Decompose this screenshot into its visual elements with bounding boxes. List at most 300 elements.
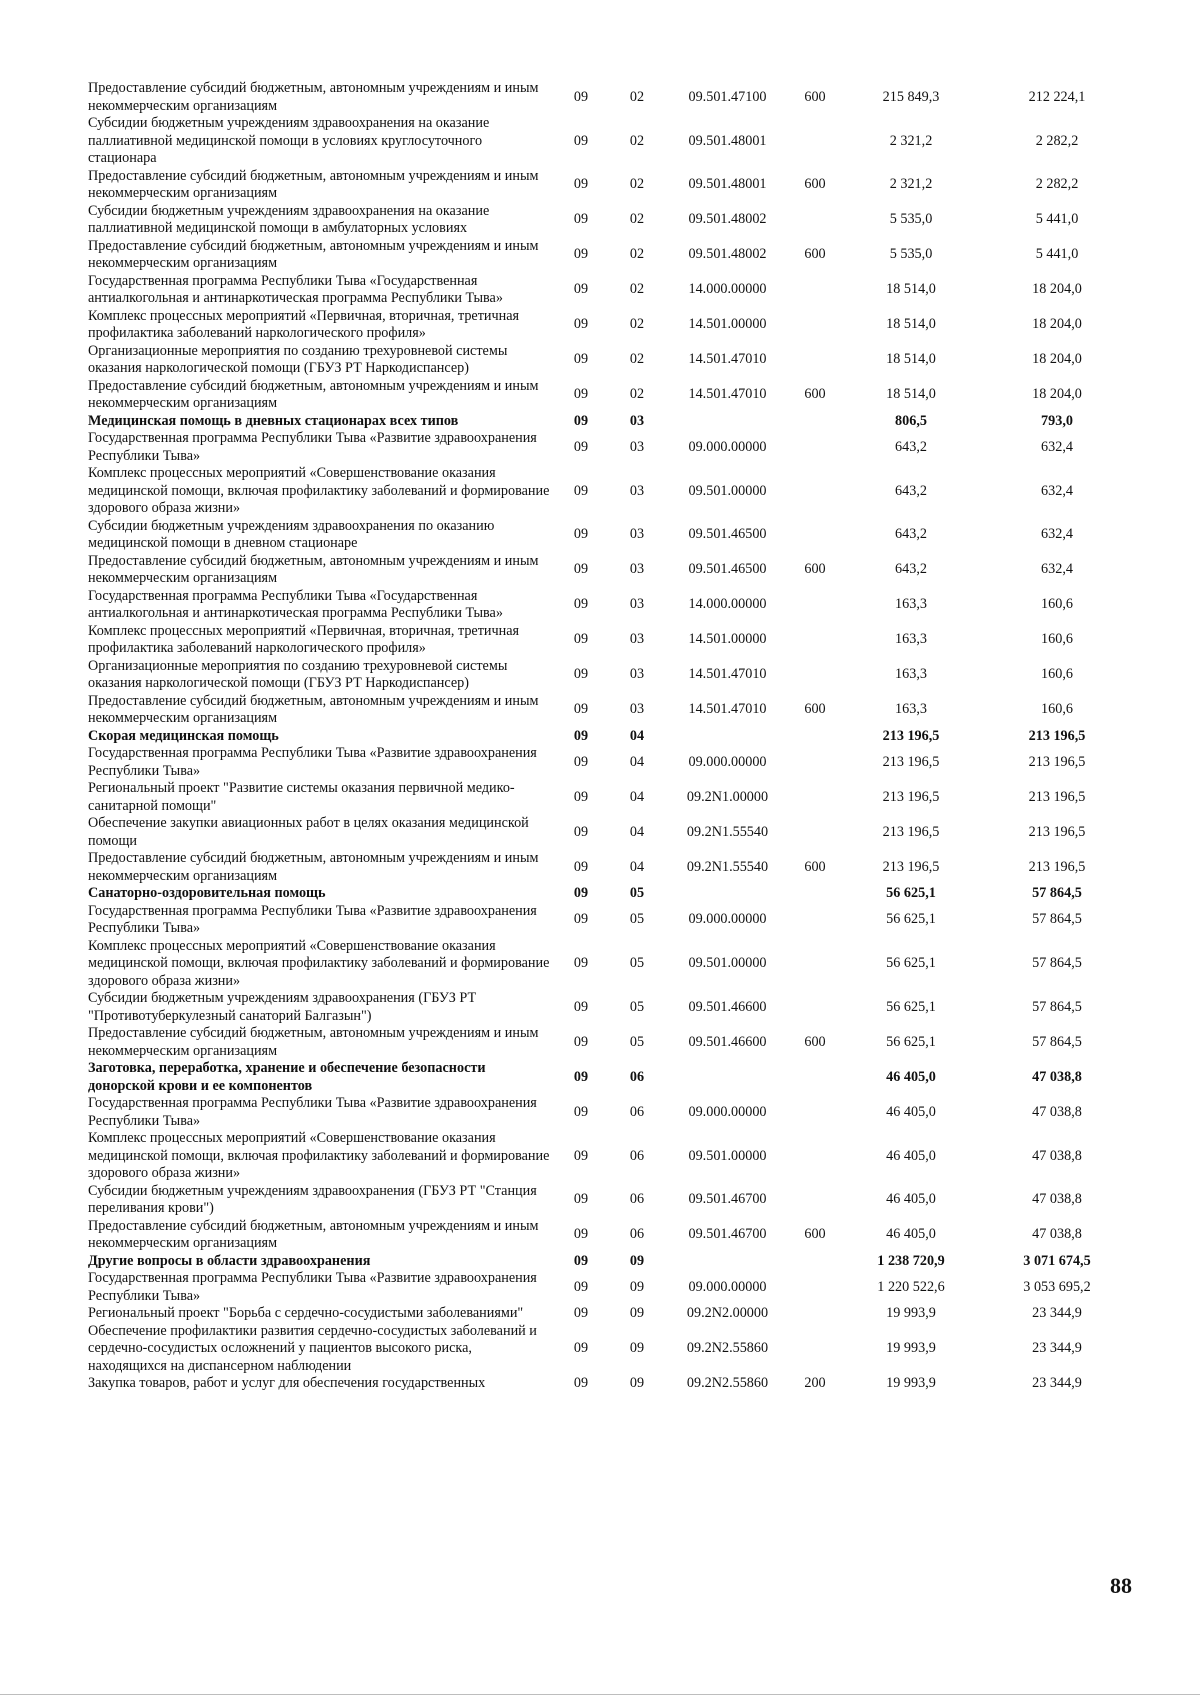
row-section-code: 09	[573, 858, 589, 875]
row-amount-year-2: 213 196,5	[1028, 823, 1086, 840]
row-amount-year-1: 19 993,9	[886, 1305, 936, 1321]
row-expense-type-code	[790, 990, 840, 1025]
row-name: Заготовка, переработка, хранение и обеспечение безопасности донорской крови и ее компонентов	[88, 1060, 486, 1094]
row-subsection-code: 06	[629, 1147, 645, 1164]
row-amount-year-1: 56 625,1	[886, 1033, 936, 1050]
row-name: Предоставление субсидий бюджетным, автономным учреждениям и иным некоммерческим организациям	[88, 1025, 539, 1059]
table-row	[88, 1270, 1132, 1305]
table-row	[88, 168, 1132, 203]
budget-table-body	[88, 80, 1132, 1393]
row-target-article-code: 09.501.46700	[688, 1191, 767, 1208]
row-section-code: 09	[573, 1068, 589, 1085]
row-target-article-code: 09.501.00000	[688, 955, 767, 971]
row-name: Государственная программа Республики Тыва «Развитие здравоохранения Республики Тыва»	[88, 430, 537, 464]
row-subsection-code: 02	[629, 88, 645, 105]
row-name: Региональный проект "Борьба с сердечно-сосудистыми заболеваниями"	[88, 1305, 524, 1321]
row-amount-year-2: 2 282,2	[1035, 176, 1079, 193]
row-amount-year-1: 163,3	[895, 666, 927, 683]
row-section-code: 09	[573, 1278, 589, 1295]
table-row	[88, 745, 1132, 780]
row-amount-year-1: 46 405,0	[886, 1147, 936, 1164]
row-section-code: 09	[573, 1033, 589, 1050]
table-row	[88, 273, 1132, 308]
row-section-code: 09	[573, 823, 589, 840]
row-section-code: 09	[573, 1103, 589, 1120]
row-amount-year-1: 163,3	[895, 596, 927, 613]
budget-table	[88, 80, 1132, 1393]
row-expense-type-code	[790, 780, 840, 815]
row-section-code: 09	[573, 176, 589, 193]
row-expense-type-code	[790, 413, 840, 431]
row-expense-type-code	[790, 1323, 840, 1376]
row-section-code: 09	[573, 1305, 589, 1321]
row-amount-year-2: 57 864,5	[1032, 885, 1082, 901]
table-row	[88, 430, 1132, 465]
row-name: Региональный проект "Развитие системы оказания первичной медико-санитарной помощи"	[88, 780, 515, 814]
row-amount-year-2: 160,6	[1041, 596, 1073, 613]
row-amount-year-2: 47 038,8	[1032, 1226, 1082, 1243]
row-name: Предоставление субсидий бюджетным, автономным учреждениям и иным некоммерческим организациям	[88, 692, 539, 726]
row-amount-year-1: 5 535,0	[889, 246, 933, 263]
table-row	[88, 238, 1132, 273]
row-subsection-code: 05	[629, 885, 645, 901]
row-expense-type-code: 600	[804, 561, 826, 578]
row-expense-type-code: 200	[804, 1375, 826, 1391]
row-section-code: 09	[573, 386, 589, 403]
row-amount-year-2: 632,4	[1041, 482, 1073, 499]
row-target-article-code: 14.501.47010	[688, 351, 767, 368]
page-bottom-edge	[0, 1694, 1200, 1695]
row-target-article-code: 14.501.47010	[688, 701, 767, 718]
table-row	[88, 1375, 1132, 1393]
row-expense-type-code	[790, 1060, 840, 1095]
row-target-article-code: 09.2N1.55540	[686, 858, 769, 875]
row-expense-type-code	[790, 623, 840, 658]
table-row	[88, 903, 1132, 938]
row-amount-year-1: 213 196,5	[882, 753, 940, 770]
row-section-code: 09	[573, 211, 589, 228]
row-amount-year-1: 5 535,0	[889, 211, 933, 228]
row-section-code: 09	[573, 998, 589, 1015]
row-expense-type-code	[790, 203, 840, 238]
row-expense-type-code: 600	[804, 88, 826, 105]
table-row	[88, 1130, 1132, 1183]
row-amount-year-2: 23 344,9	[1032, 1305, 1082, 1321]
row-subsection-code: 03	[629, 666, 645, 683]
row-section-code: 09	[573, 1226, 589, 1243]
row-amount-year-1: 643,2	[895, 526, 927, 543]
row-expense-type-code: 600	[804, 701, 826, 718]
row-amount-year-1: 56 625,1	[886, 911, 936, 928]
row-expense-type-code	[790, 1095, 840, 1130]
row-subsection-code: 06	[629, 1103, 645, 1120]
row-name: Санаторно-оздоровительная помощь	[88, 885, 326, 901]
row-target-article-code: 09.501.48002	[688, 246, 767, 263]
row-subsection-code: 06	[629, 1226, 645, 1243]
row-name: Закупка товаров, работ и услуг для обеспечения государственных	[88, 1375, 486, 1391]
table-row	[88, 588, 1132, 623]
row-subsection-code: 02	[629, 351, 645, 368]
row-target-article-code	[665, 1253, 790, 1271]
table-row	[88, 553, 1132, 588]
row-target-article-code: 14.000.00000	[688, 596, 767, 613]
row-subsection-code: 03	[629, 596, 645, 613]
row-name: Организационные мероприятия по созданию трехуровневой системы оказания наркологической помощи (ГБУЗ РТ Наркодиспансер)	[88, 657, 508, 691]
row-name: Предоставление субсидий бюджетным, автономным учреждениям и иным некоммерческим организациям	[88, 80, 539, 114]
table-row	[88, 1253, 1132, 1271]
row-target-article-code: 09.501.48002	[688, 211, 767, 228]
row-target-article-code: 09.501.46700	[688, 1226, 767, 1243]
row-amount-year-1: 163,3	[895, 631, 927, 648]
row-section-code: 09	[573, 351, 589, 368]
row-target-article-code: 14.501.47010	[688, 386, 767, 403]
row-name: Государственная программа Республики Тыва «Развитие здравоохранения Республики Тыва»	[88, 745, 537, 779]
row-expense-type-code	[790, 1130, 840, 1183]
row-target-article-code: 09.501.46500	[688, 526, 767, 543]
row-amount-year-1: 643,2	[895, 561, 927, 578]
row-expense-type-code: 600	[804, 858, 826, 875]
row-target-article-code: 09.501.46600	[688, 1033, 767, 1050]
row-name: Скорая медицинская помощь	[88, 727, 279, 744]
row-amount-year-2: 793,0	[1041, 412, 1073, 429]
row-name: Комплекс процессных мероприятий «Совершенствование оказания медицинской помощи, включая профилактику заболеваний и формирование здорового образа жизни»	[88, 937, 550, 989]
row-amount-year-2: 57 864,5	[1032, 955, 1082, 971]
row-subsection-code: 02	[629, 386, 645, 403]
row-expense-type-code: 600	[804, 1033, 826, 1050]
row-name: Государственная программа Республики Тыва «Развитие здравоохранения Республики Тыва»	[88, 1270, 537, 1304]
row-name: Предоставление субсидий бюджетным, автономным учреждениям и иным некоммерческим организациям	[88, 237, 539, 271]
row-target-article-code	[665, 413, 790, 431]
row-amount-year-1: 213 196,5	[882, 858, 940, 875]
row-amount-year-2: 5 441,0	[1035, 211, 1079, 228]
row-target-article-code: 09.2N2.55860	[686, 1340, 769, 1356]
table-row	[88, 343, 1132, 378]
row-amount-year-2: 160,6	[1041, 666, 1073, 683]
row-amount-year-2: 632,4	[1041, 561, 1073, 578]
row-amount-year-2: 57 864,5	[1032, 1033, 1082, 1050]
row-target-article-code: 09.501.48001	[688, 132, 767, 149]
row-name: Комплекс процессных мероприятий «Первичная, вторичная, третичная профилактика заболеваний наркологического профиля»	[88, 622, 520, 656]
row-section-code: 09	[573, 701, 589, 718]
row-amount-year-2: 18 204,0	[1032, 281, 1082, 298]
row-amount-year-2: 160,6	[1041, 701, 1073, 718]
row-section-code: 09	[573, 955, 589, 971]
row-subsection-code: 02	[629, 211, 645, 228]
row-subsection-code: 05	[629, 911, 645, 928]
row-amount-year-1: 18 514,0	[886, 281, 936, 298]
row-target-article-code: 09.000.00000	[688, 911, 767, 928]
row-amount-year-2: 47 038,8	[1032, 1103, 1082, 1120]
row-subsection-code: 02	[629, 132, 645, 149]
row-subsection-code: 02	[629, 176, 645, 193]
row-section-code: 09	[573, 1252, 589, 1269]
table-row	[88, 115, 1132, 168]
row-amount-year-2: 57 864,5	[1032, 998, 1082, 1015]
table-row	[88, 990, 1132, 1025]
row-subsection-code: 06	[629, 1191, 645, 1208]
row-amount-year-2: 160,6	[1041, 631, 1073, 648]
row-subsection-code: 04	[629, 788, 645, 805]
row-expense-type-code	[790, 745, 840, 780]
row-target-article-code: 09.000.00000	[688, 753, 767, 770]
row-target-article-code: 09.000.00000	[688, 438, 767, 455]
row-target-article-code: 09.501.00000	[688, 482, 767, 499]
row-name: Субсидии бюджетным учреждениям здравоохранения на оказание паллиативной медицинской помощи в условиях круглосуточного стационара	[88, 115, 490, 166]
row-amount-year-1: 213 196,5	[882, 727, 940, 744]
row-target-article-code: 09.2N1.55540	[686, 823, 769, 840]
row-expense-type-code	[790, 1183, 840, 1218]
table-row	[88, 693, 1132, 728]
row-section-code: 09	[573, 316, 589, 333]
row-name: Государственная программа Республики Тыва «Развитие здравоохранения Республики Тыва»	[88, 1095, 537, 1129]
row-section-code: 09	[573, 438, 589, 455]
table-row	[88, 728, 1132, 746]
row-expense-type-code: 600	[804, 246, 826, 263]
row-amount-year-1: 19 993,9	[886, 1375, 936, 1391]
row-amount-year-2: 632,4	[1041, 526, 1073, 543]
row-amount-year-2: 47 038,8	[1032, 1147, 1082, 1164]
row-name: Государственная программа Республики Тыва «Развитие здравоохранения Республики Тыва»	[88, 902, 537, 936]
row-expense-type-code	[790, 658, 840, 693]
row-expense-type-code	[790, 465, 840, 518]
row-name: Предоставление субсидий бюджетным, автономным учреждениям и иным некоммерческим организациям	[88, 850, 539, 884]
row-target-article-code: 14.501.47010	[688, 666, 767, 683]
row-subsection-code: 05	[629, 998, 645, 1015]
row-amount-year-1: 46 405,0	[886, 1103, 936, 1120]
row-section-code: 09	[573, 727, 589, 744]
row-name: Комплекс процессных мероприятий «Совершенствование оказания медицинской помощи, включая профилактику заболеваний и формирование здорового образа жизни»	[88, 1130, 550, 1181]
table-row	[88, 1218, 1132, 1253]
row-amount-year-2: 632,4	[1041, 438, 1073, 455]
row-amount-year-2: 212 224,1	[1028, 88, 1086, 105]
row-amount-year-1: 806,5	[895, 412, 927, 429]
table-row	[88, 815, 1132, 850]
row-amount-year-1: 1 238 720,9	[877, 1252, 945, 1269]
table-row	[88, 780, 1132, 815]
row-section-code: 09	[573, 753, 589, 770]
table-row	[88, 938, 1132, 991]
row-target-article-code: 14.501.00000	[688, 316, 767, 333]
row-name: Комплекс процессных мероприятий «Первичная, вторичная, третичная профилактика заболеваний наркологического профиля»	[88, 307, 520, 341]
row-name: Обеспечение профилактики развития сердечно-сосудистых заболеваний и сердечно-сосудистых осложнений у пациентов высокого риска, находящихся на диспансерном наблюдении	[88, 1322, 537, 1374]
row-name: Субсидии бюджетным учреждениям здравоохранения (ГБУЗ РТ "Станция переливания крови")	[88, 1182, 537, 1216]
row-section-code: 09	[573, 526, 589, 543]
row-expense-type-code	[790, 815, 840, 850]
row-expense-type-code	[790, 430, 840, 465]
row-amount-year-2: 47 038,8	[1032, 1191, 1082, 1208]
row-target-article-code: 14.501.00000	[688, 631, 767, 648]
row-target-article-code: 09.000.00000	[688, 1103, 767, 1120]
table-row	[88, 658, 1132, 693]
table-row	[88, 1025, 1132, 1060]
row-expense-type-code	[790, 343, 840, 378]
row-amount-year-2: 5 441,0	[1035, 246, 1079, 263]
row-name: Предоставление субсидий бюджетным, автономным учреждениям и иным некоммерческим организациям	[88, 377, 539, 411]
table-row	[88, 623, 1132, 658]
row-name: Организационные мероприятия по созданию трехуровневой системы оказания наркологической помощи (ГБУЗ РТ Наркодиспансер)	[88, 342, 508, 376]
row-subsection-code: 04	[629, 727, 645, 744]
row-expense-type-code	[790, 1270, 840, 1305]
table-row	[88, 1323, 1132, 1376]
row-section-code: 09	[573, 1375, 589, 1391]
table-row	[88, 203, 1132, 238]
row-amount-year-1: 46 405,0	[886, 1068, 936, 1085]
row-subsection-code: 09	[629, 1278, 645, 1295]
row-expense-type-code	[790, 588, 840, 623]
table-row	[88, 1095, 1132, 1130]
row-section-code: 09	[573, 412, 589, 429]
row-name: Медицинская помощь в дневных стационарах всех типов	[88, 412, 459, 429]
table-row	[88, 885, 1132, 903]
row-name: Предоставление субсидий бюджетным, автономным учреждениям и иным некоммерческим организациям	[88, 167, 539, 201]
table-row	[88, 1305, 1132, 1323]
row-expense-type-code: 600	[804, 1226, 826, 1243]
table-row	[88, 1060, 1132, 1095]
row-expense-type-code	[790, 938, 840, 991]
row-target-article-code: 09.501.46600	[688, 998, 767, 1015]
row-subsection-code: 09	[629, 1252, 645, 1269]
row-name: Предоставление субсидий бюджетным, автономным учреждениям и иным некоммерческим организациям	[88, 552, 539, 586]
row-target-article-code: 09.000.00000	[688, 1278, 767, 1295]
row-expense-type-code: 600	[804, 386, 826, 403]
row-section-code: 09	[573, 885, 589, 901]
row-amount-year-1: 643,2	[895, 438, 927, 455]
row-section-code: 09	[573, 1191, 589, 1208]
row-amount-year-1: 215 849,3	[882, 88, 940, 105]
row-subsection-code: 03	[629, 412, 645, 429]
row-amount-year-1: 56 625,1	[886, 955, 936, 971]
table-row	[88, 378, 1132, 413]
row-amount-year-2: 18 204,0	[1032, 316, 1082, 333]
row-expense-type-code	[790, 903, 840, 938]
row-section-code: 09	[573, 246, 589, 263]
row-amount-year-1: 46 405,0	[886, 1226, 936, 1243]
table-row	[88, 850, 1132, 885]
row-amount-year-2: 213 196,5	[1028, 727, 1086, 744]
row-target-article-code: 09.501.47100	[688, 88, 767, 105]
row-subsection-code: 05	[629, 955, 645, 971]
row-name: Предоставление субсидий бюджетным, автономным учреждениям и иным некоммерческим организациям	[88, 1217, 539, 1251]
row-section-code: 09	[573, 911, 589, 928]
row-amount-year-1: 643,2	[895, 482, 927, 499]
row-expense-type-code	[790, 115, 840, 168]
table-row	[88, 413, 1132, 431]
row-subsection-code: 03	[629, 631, 645, 648]
row-section-code: 09	[573, 631, 589, 648]
row-subsection-code: 09	[629, 1305, 645, 1321]
row-section-code: 09	[573, 788, 589, 805]
row-amount-year-2: 3 071 674,5	[1023, 1252, 1091, 1269]
row-subsection-code: 03	[629, 482, 645, 499]
row-section-code: 09	[573, 596, 589, 613]
row-expense-type-code	[790, 728, 840, 746]
row-amount-year-2: 18 204,0	[1032, 351, 1082, 368]
row-amount-year-1: 1 220 522,6	[877, 1278, 945, 1295]
row-amount-year-2: 213 196,5	[1028, 788, 1086, 805]
row-amount-year-1: 213 196,5	[882, 788, 940, 805]
row-expense-type-code	[790, 885, 840, 903]
page-number: 88	[1110, 1573, 1132, 1598]
row-section-code: 09	[573, 1147, 589, 1164]
row-name: Государственная программа Республики Тыва «Государственная антиалкогольная и антинаркотическая программа Республики Тыва»	[88, 587, 503, 621]
row-name: Государственная программа Республики Тыва «Государственная антиалкогольная и антинаркотическая программа Республики Тыва»	[88, 272, 503, 306]
row-amount-year-2: 57 864,5	[1032, 911, 1082, 928]
row-subsection-code: 03	[629, 561, 645, 578]
row-amount-year-1: 18 514,0	[886, 351, 936, 368]
row-amount-year-2: 23 344,9	[1032, 1375, 1082, 1391]
row-subsection-code: 03	[629, 701, 645, 718]
row-subsection-code: 02	[629, 246, 645, 263]
row-section-code: 09	[573, 281, 589, 298]
row-expense-type-code	[790, 518, 840, 553]
row-subsection-code: 02	[629, 316, 645, 333]
row-amount-year-1: 56 625,1	[886, 885, 936, 901]
row-amount-year-2: 23 344,9	[1032, 1340, 1082, 1356]
row-section-code: 09	[573, 1340, 589, 1356]
row-expense-type-code: 600	[804, 176, 826, 193]
row-expense-type-code	[790, 1305, 840, 1323]
row-subsection-code: 04	[629, 858, 645, 875]
row-name: Другие вопросы в области здравоохранения	[88, 1252, 371, 1269]
row-target-article-code: 14.000.00000	[688, 281, 767, 298]
row-target-article-code: 09.2N2.00000	[686, 1305, 769, 1321]
row-amount-year-1: 18 514,0	[886, 316, 936, 333]
table-row	[88, 1183, 1132, 1218]
row-target-article-code: 09.501.46500	[688, 561, 767, 578]
row-amount-year-1: 2 321,2	[889, 132, 933, 149]
row-name: Субсидии бюджетным учреждениям здравоохранения (ГБУЗ РТ "Противотуберкулезный санаторий Балгазын")	[88, 990, 477, 1024]
row-expense-type-code	[790, 1253, 840, 1271]
row-amount-year-1: 163,3	[895, 701, 927, 718]
row-expense-type-code	[790, 273, 840, 308]
row-target-article-code	[665, 728, 790, 746]
row-name: Обеспечение закупки авиационных работ в целях оказания медицинской помощи	[88, 815, 529, 849]
row-amount-year-2: 2 282,2	[1035, 132, 1079, 149]
row-amount-year-2: 47 038,8	[1032, 1068, 1082, 1085]
row-subsection-code: 09	[629, 1375, 645, 1391]
row-section-code: 09	[573, 132, 589, 149]
table-row	[88, 465, 1132, 518]
row-target-article-code: 09.2N2.55860	[686, 1375, 769, 1391]
row-amount-year-1: 2 321,2	[889, 176, 933, 193]
row-section-code: 09	[573, 561, 589, 578]
row-subsection-code: 03	[629, 438, 645, 455]
row-amount-year-1: 18 514,0	[886, 386, 936, 403]
row-target-article-code	[665, 885, 790, 903]
row-subsection-code: 04	[629, 753, 645, 770]
row-expense-type-code	[790, 308, 840, 343]
row-amount-year-1: 19 993,9	[886, 1340, 936, 1356]
row-amount-year-2: 213 196,5	[1028, 858, 1086, 875]
row-subsection-code: 04	[629, 823, 645, 840]
row-subsection-code: 05	[629, 1033, 645, 1050]
row-amount-year-1: 213 196,5	[882, 823, 940, 840]
row-amount-year-2: 3 053 695,2	[1023, 1278, 1091, 1295]
row-name: Субсидии бюджетным учреждениям здравоохранения по оказанию медицинской помощи в дневном стационаре	[88, 517, 495, 551]
row-subsection-code: 09	[629, 1340, 645, 1356]
row-amount-year-2: 213 196,5	[1028, 753, 1086, 770]
row-target-article-code	[665, 1060, 790, 1095]
row-target-article-code: 09.501.00000	[688, 1147, 767, 1164]
row-section-code: 09	[573, 666, 589, 683]
table-row	[88, 518, 1132, 553]
row-target-article-code: 09.2N1.00000	[686, 788, 769, 805]
row-section-code: 09	[573, 482, 589, 499]
row-name: Комплекс процессных мероприятий «Совершенствование оказания медицинской помощи, включая профилактику заболеваний и формирование здорового образа жизни»	[88, 465, 550, 516]
row-subsection-code: 02	[629, 281, 645, 298]
table-row	[88, 80, 1132, 115]
row-section-code: 09	[573, 88, 589, 105]
